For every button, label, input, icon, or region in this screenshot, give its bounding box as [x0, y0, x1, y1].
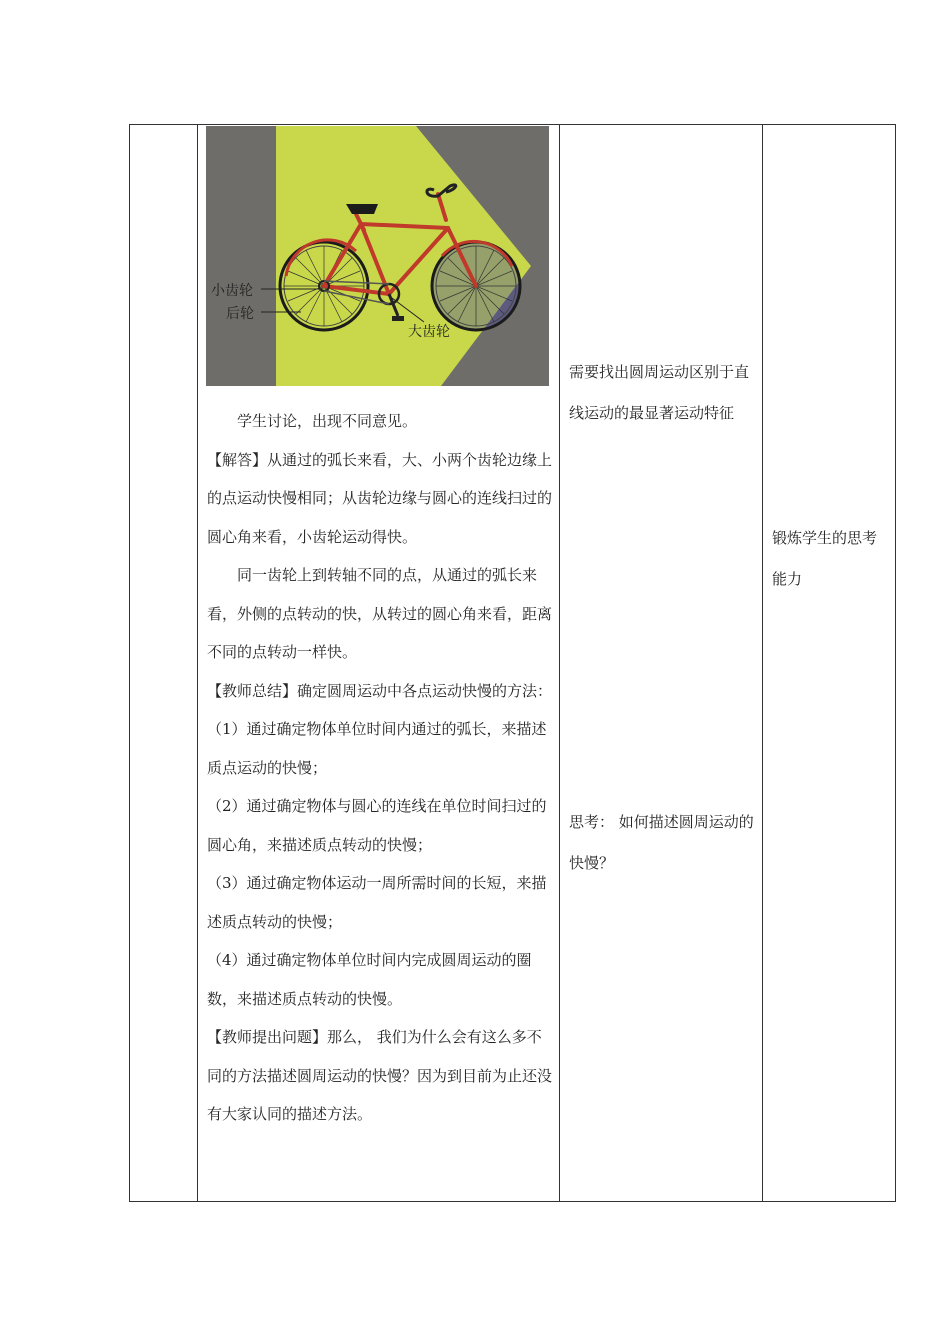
- bicycle-illustration: [206, 126, 549, 386]
- paragraph-teacher-summary: 【教师总结】确定圆周运动中各点运动快慢的方法：: [207, 681, 553, 700]
- design-intent-text: 锻炼学生的思考能力: [772, 529, 878, 588]
- paragraph-teacher-question: 【教师提出问题】那么， 我们为什么会有这么多不同的方法描述圆周运动的快慢？因为到目前为止还没有大家认同的描述方法。: [207, 1028, 553, 1123]
- small-gear-label: 小齿轮: [211, 283, 253, 299]
- method-item-3: （3）通过确定物体运动一周所需时间的长短，来描述质点转动的快慢；: [207, 874, 547, 931]
- rear-wheel-label: 后轮: [226, 306, 254, 322]
- student-activity-text: 需要找出圆周运动区别于直线运动的最显著运动特征: [569, 363, 750, 422]
- bicycle-figure: [206, 126, 549, 386]
- column-divider: [762, 125, 763, 1201]
- column-divider: [197, 125, 198, 1201]
- paragraph-same-gear: 同一齿轮上到转轴不同的点，从通过的弧长来看，外侧的点转动的快，从转过的圆心角来看，距离不同的点转动一样快。: [207, 566, 553, 661]
- method-item-4: （4）通过确定物体单位时间内完成圆周运动的圈数，来描述质点转动的快慢。: [207, 951, 532, 1008]
- method-item-2: （2）通过确定物体与圆心的连线在单位时间扫过的圆心角，来描述质点转动的快慢；: [207, 797, 547, 854]
- paragraph-answer: 【解答】从通过的弧长来看，大、小两个齿轮边缘上的点运动快慢相同；从齿轮边缘与圆心的连线扫过的圆心角来看，小齿轮运动得快。: [207, 450, 553, 546]
- column-divider: [559, 125, 560, 1201]
- activity-column: [207, 402, 553, 1134]
- method-item-1: （1）通过确定物体单位时间内通过的弧长，来描述质点运动的快慢；: [207, 720, 547, 777]
- student-thinking-text: 思考： 如何描述圆周运动的快慢？: [569, 813, 754, 872]
- paragraph-discussion: 学生讨论，出现不同意见。: [237, 412, 418, 430]
- large-gear-label: 大齿轮: [408, 324, 450, 340]
